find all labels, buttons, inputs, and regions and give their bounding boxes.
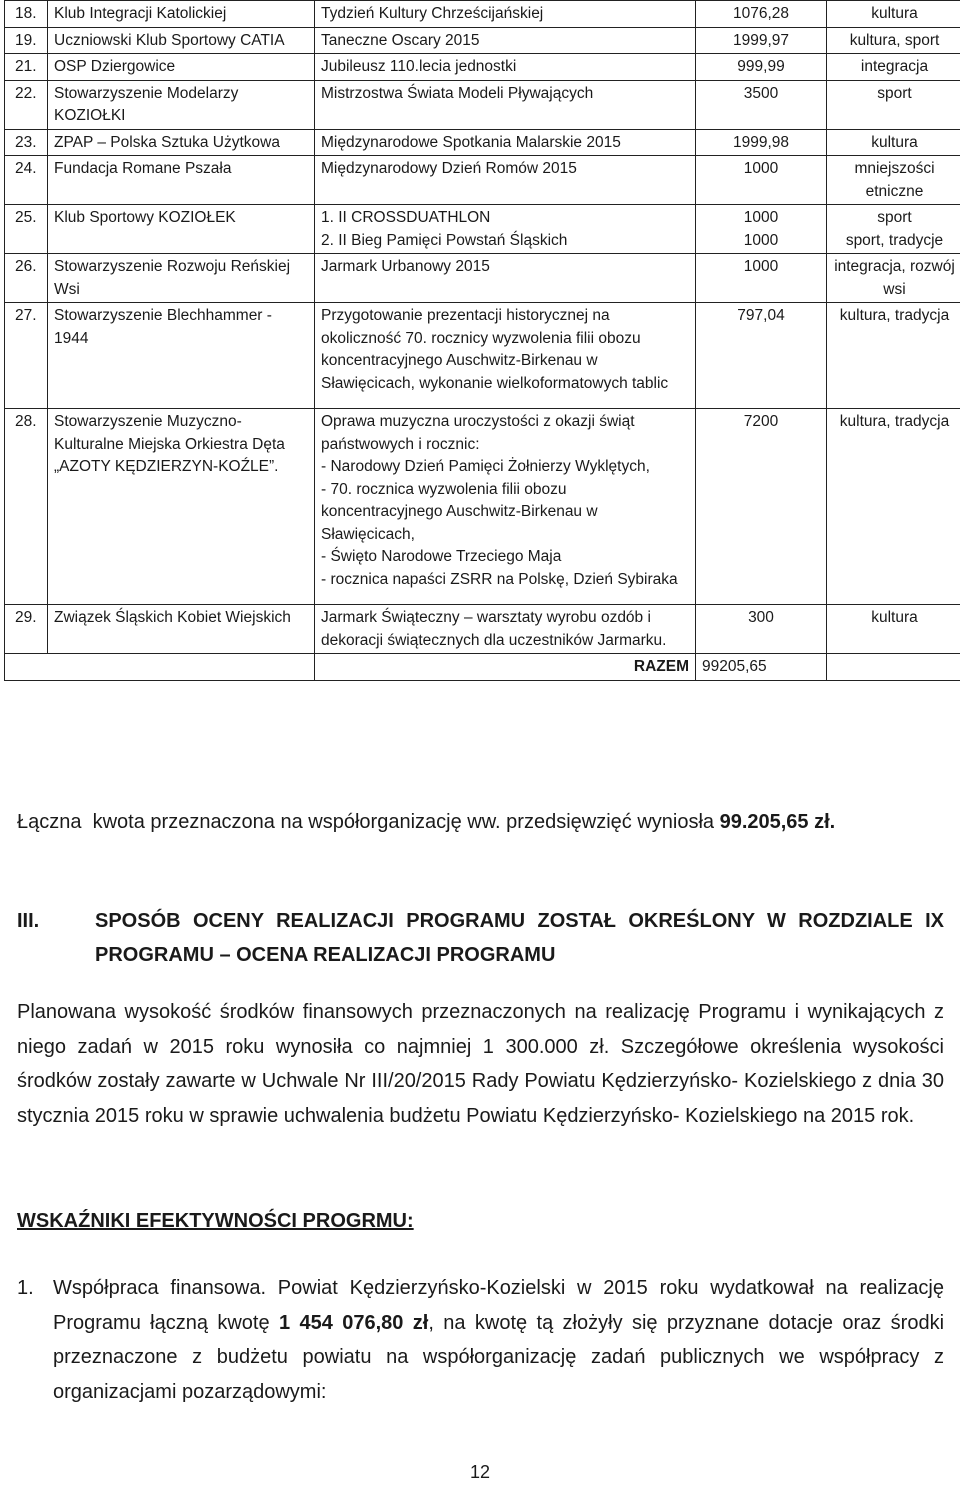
area-line: sport, tradycje — [845, 231, 944, 249]
amount-line: 1999,97 — [732, 31, 790, 49]
amount-cell — [696, 409, 827, 605]
task-line: 2. II Bieg Pamięci Powstań Śląskich — [321, 231, 568, 249]
area-cell — [827, 254, 960, 303]
task-cell — [315, 205, 696, 254]
task-line: Jubileusz 110.lecia jednostki — [321, 58, 517, 75]
table-row — [5, 156, 960, 205]
organization-cell: Stowarzyszenie Blechhammer - 1944 — [48, 303, 315, 409]
summary-amount: 99.205,65 zł. — [719, 811, 836, 833]
task-cell — [315, 80, 696, 129]
organization-cell: OSP Dziergowice — [48, 54, 315, 81]
task-line: 1. II CROSSDUATHLON — [321, 209, 491, 226]
cooperation-text — [53, 1271, 944, 1409]
area-line: kultura, tradycja — [839, 307, 950, 324]
grants-table-body — [5, 1, 960, 654]
row-number-cell: 19. — [5, 27, 48, 54]
row-number-cell: 29. — [5, 605, 48, 654]
task-cell — [315, 156, 696, 205]
section-number: III. — [17, 910, 40, 932]
area-line: kultura, sport — [849, 31, 940, 49]
row-number-cell: 28. — [5, 409, 48, 605]
row-number-cell: 24. — [5, 156, 48, 205]
organization-cell: Stowarzyszenie Muzyczno-Kulturalne Miejska Orkiestra Dęta „AZOTY KĘDZIERZYN-KOŹLE”. — [48, 409, 315, 605]
task-cell — [315, 605, 696, 654]
row-spacer — [321, 395, 689, 407]
row-spacer — [321, 591, 689, 603]
amount-line: 1999,98 — [732, 133, 790, 151]
total-empty-cell — [827, 654, 960, 681]
amount-cell — [696, 605, 827, 654]
row-number-cell: 27. — [5, 303, 48, 409]
table-row — [5, 205, 960, 254]
amount-line: 300 — [748, 609, 774, 626]
row-number-cell: 18. — [5, 1, 48, 28]
organization-cell: Stowarzyszenie Rozwoju Reńskiej Wsi — [48, 254, 315, 303]
task-line: Jarmark Urbanowy 2015 — [321, 258, 490, 275]
task-cell — [315, 1, 696, 28]
task-cell — [315, 254, 696, 303]
task-cell — [315, 129, 696, 156]
task-line: Mistrzostwa Świata Modeli Pływających — [321, 84, 594, 102]
table-row — [5, 254, 960, 303]
task-cell — [315, 409, 696, 605]
organization-cell: Klub Sportowy KOZIOŁEK — [48, 205, 315, 254]
page-number: 12 — [469, 1462, 491, 1482]
area-cell — [827, 129, 960, 156]
task-line: - Narodowy Dzień Pamięci Żołnierzy Wyklętych, — [321, 458, 650, 475]
total-label: RAZEM — [315, 654, 696, 681]
task-line: Przygotowanie prezentacji historycznej na okoliczność 70. rocznicy wyzwolenia filii obozu koncentracyjnego Auschwitz-Birkenau w Sławięcicach, wykonanie wielkoformatowych tablic — [321, 307, 669, 392]
amount-cell — [696, 27, 827, 54]
cooperation-text-before: Współpraca finansowa. Powiat Kędzierzyńsko-Kozielski w 2015 roku wydatkował na realizację Programu łączną kwotę — [53, 1277, 944, 1334]
area-cell — [827, 605, 960, 654]
area-cell — [827, 80, 960, 129]
task-line: Międzynarodowy Dzień Romów 2015 — [321, 160, 577, 177]
table-row — [5, 54, 960, 81]
area-cell — [827, 1, 960, 28]
table-row — [5, 409, 960, 605]
amount-line: 1000 — [743, 160, 779, 177]
row-number-cell: 25. — [5, 205, 48, 254]
task-line: Oprawa muzyczna uroczystości z okazji świąt państwowych i rocznic: — [321, 413, 635, 453]
area-cell — [827, 409, 960, 605]
amount-line: 1076,28 — [732, 5, 790, 22]
section-heading — [17, 904, 944, 974]
task-line: - 70. rocznica wyzwolenia filii obozu koncentracyjnego Auschwitz-Birkenau w Sławięcicach, — [321, 480, 598, 543]
task-cell — [315, 54, 696, 81]
table-row — [5, 303, 960, 409]
organization-cell: Związek Śląskich Kobiet Wiejskich — [48, 605, 315, 654]
table-row — [5, 80, 960, 129]
funding-paragraph: Planowana wysokość środków finansowych przeznaczonych na realizację Programu i wynikających z niego zadań w 2015 roku wynosiła co najmniej 1 300.000 zł. Szczegółowe określenia wysokości środków zostały zawarte w Uchwale Nr III/20/2015 Rady Powiatu Kędzierzyńsko- Kozielskiego z dnia 30 stycznia 2015 roku w sprawie uchwalenia budżetu Powiatu Kędzierzyńsko- Kozielskiego na 2015 rok. — [17, 1001, 944, 1127]
task-line: - rocznica napaści ZSRR na Polskę, Dzień Sybiraka — [321, 570, 678, 588]
area-line: kultura — [871, 609, 918, 626]
cooperation-text-after: , na kwotę tą złożyły się przyznane dotacje oraz środki przeznaczone z budżetu powiatu na współorganizację zadań publicznych we współpracy z organizacjami pozarządowymi: — [53, 1311, 945, 1403]
area-line: mniejszości etniczne — [854, 160, 935, 200]
amount-cell — [696, 156, 827, 205]
amount-line: 999,99 — [737, 58, 785, 75]
amount-line: 7200 — [743, 413, 779, 430]
total-value: 99205,65 — [696, 654, 827, 681]
organization-cell: Klub Integracji Katolickiej — [48, 1, 315, 28]
summary-line — [17, 805, 944, 840]
organization-cell: Uczniowski Klub Sportowy CATIA — [48, 27, 315, 54]
table-row — [5, 129, 960, 156]
amount-cell — [696, 254, 827, 303]
row-number-cell: 26. — [5, 254, 48, 303]
grants-table-container — [4, 0, 957, 681]
row-number-cell: 21. — [5, 54, 48, 81]
area-line: sport — [877, 84, 912, 102]
amount-cell — [696, 303, 827, 409]
amount-cell — [696, 54, 827, 81]
amount-line: 1000 — [743, 209, 779, 226]
task-line: Tydzień Kultury Chrześcijańskiej — [321, 5, 544, 22]
table-row — [5, 605, 960, 654]
grants-table — [4, 0, 960, 681]
amount-cell — [696, 80, 827, 129]
amount-line: 3500 — [743, 84, 779, 102]
task-cell — [315, 303, 696, 409]
task-cell — [315, 27, 696, 54]
amount-line: 1000 — [743, 258, 779, 275]
area-line: kultura — [871, 133, 918, 151]
organization-cell: Fundacja Romane Pszała — [48, 156, 315, 205]
task-line: - Święto Narodowe Trzeciego Maja — [321, 548, 562, 565]
amount-line: 1000 — [743, 231, 779, 249]
summary-text: Łączna kwota przeznaczona na współorganizację ww. przedsięwzięć wyniosła — [17, 811, 720, 833]
table-row — [5, 1, 960, 28]
area-cell — [827, 54, 960, 81]
area-cell — [827, 27, 960, 54]
total-blank-cell — [5, 654, 315, 681]
organization-cell: Stowarzyszenie Modelarzy KOZIOŁKI — [48, 80, 315, 129]
area-cell — [827, 156, 960, 205]
table-total-row — [5, 654, 960, 681]
cooperation-amount: 1 454 076,80 zł — [279, 1311, 429, 1334]
area-line: kultura — [871, 5, 918, 22]
task-line: Międzynarodowe Spotkania Malarskie 2015 — [321, 133, 621, 151]
area-line: integracja — [860, 58, 929, 75]
amount-cell — [696, 129, 827, 156]
row-number-cell: 22. — [5, 80, 48, 129]
area-line: sport — [877, 209, 912, 226]
row-number-cell: 23. — [5, 129, 48, 156]
indicators-heading: WSKAŹNIKI EFEKTYWNOŚCI PROGRMU: — [17, 1210, 414, 1232]
task-line: Taneczne Oscary 2015 — [321, 31, 480, 49]
area-line: integracja, rozwój wsi — [834, 258, 955, 298]
section-title: SPOSÓB OCENY REALIZACJI PROGRAMU ZOSTAŁ OKREŚLONY W ROZDZIALE IX PROGRAMU – OCENA REALIZACJI PROGRAMU — [95, 910, 944, 966]
amount-cell — [696, 205, 827, 254]
area-cell — [827, 303, 960, 409]
area-cell — [827, 205, 960, 254]
amount-line: 797,04 — [737, 307, 785, 324]
amount-cell — [696, 1, 827, 28]
cooperation-number: 1. — [17, 1277, 34, 1299]
task-line: Jarmark Świąteczny – warsztaty wyrobu ozdób i dekoracji świątecznych dla uczestników Jarmarku. — [321, 609, 667, 649]
organization-cell: ZPAP – Polska Sztuka Użytkowa — [48, 129, 315, 156]
area-line: kultura, tradycja — [839, 413, 950, 430]
table-row — [5, 27, 960, 54]
